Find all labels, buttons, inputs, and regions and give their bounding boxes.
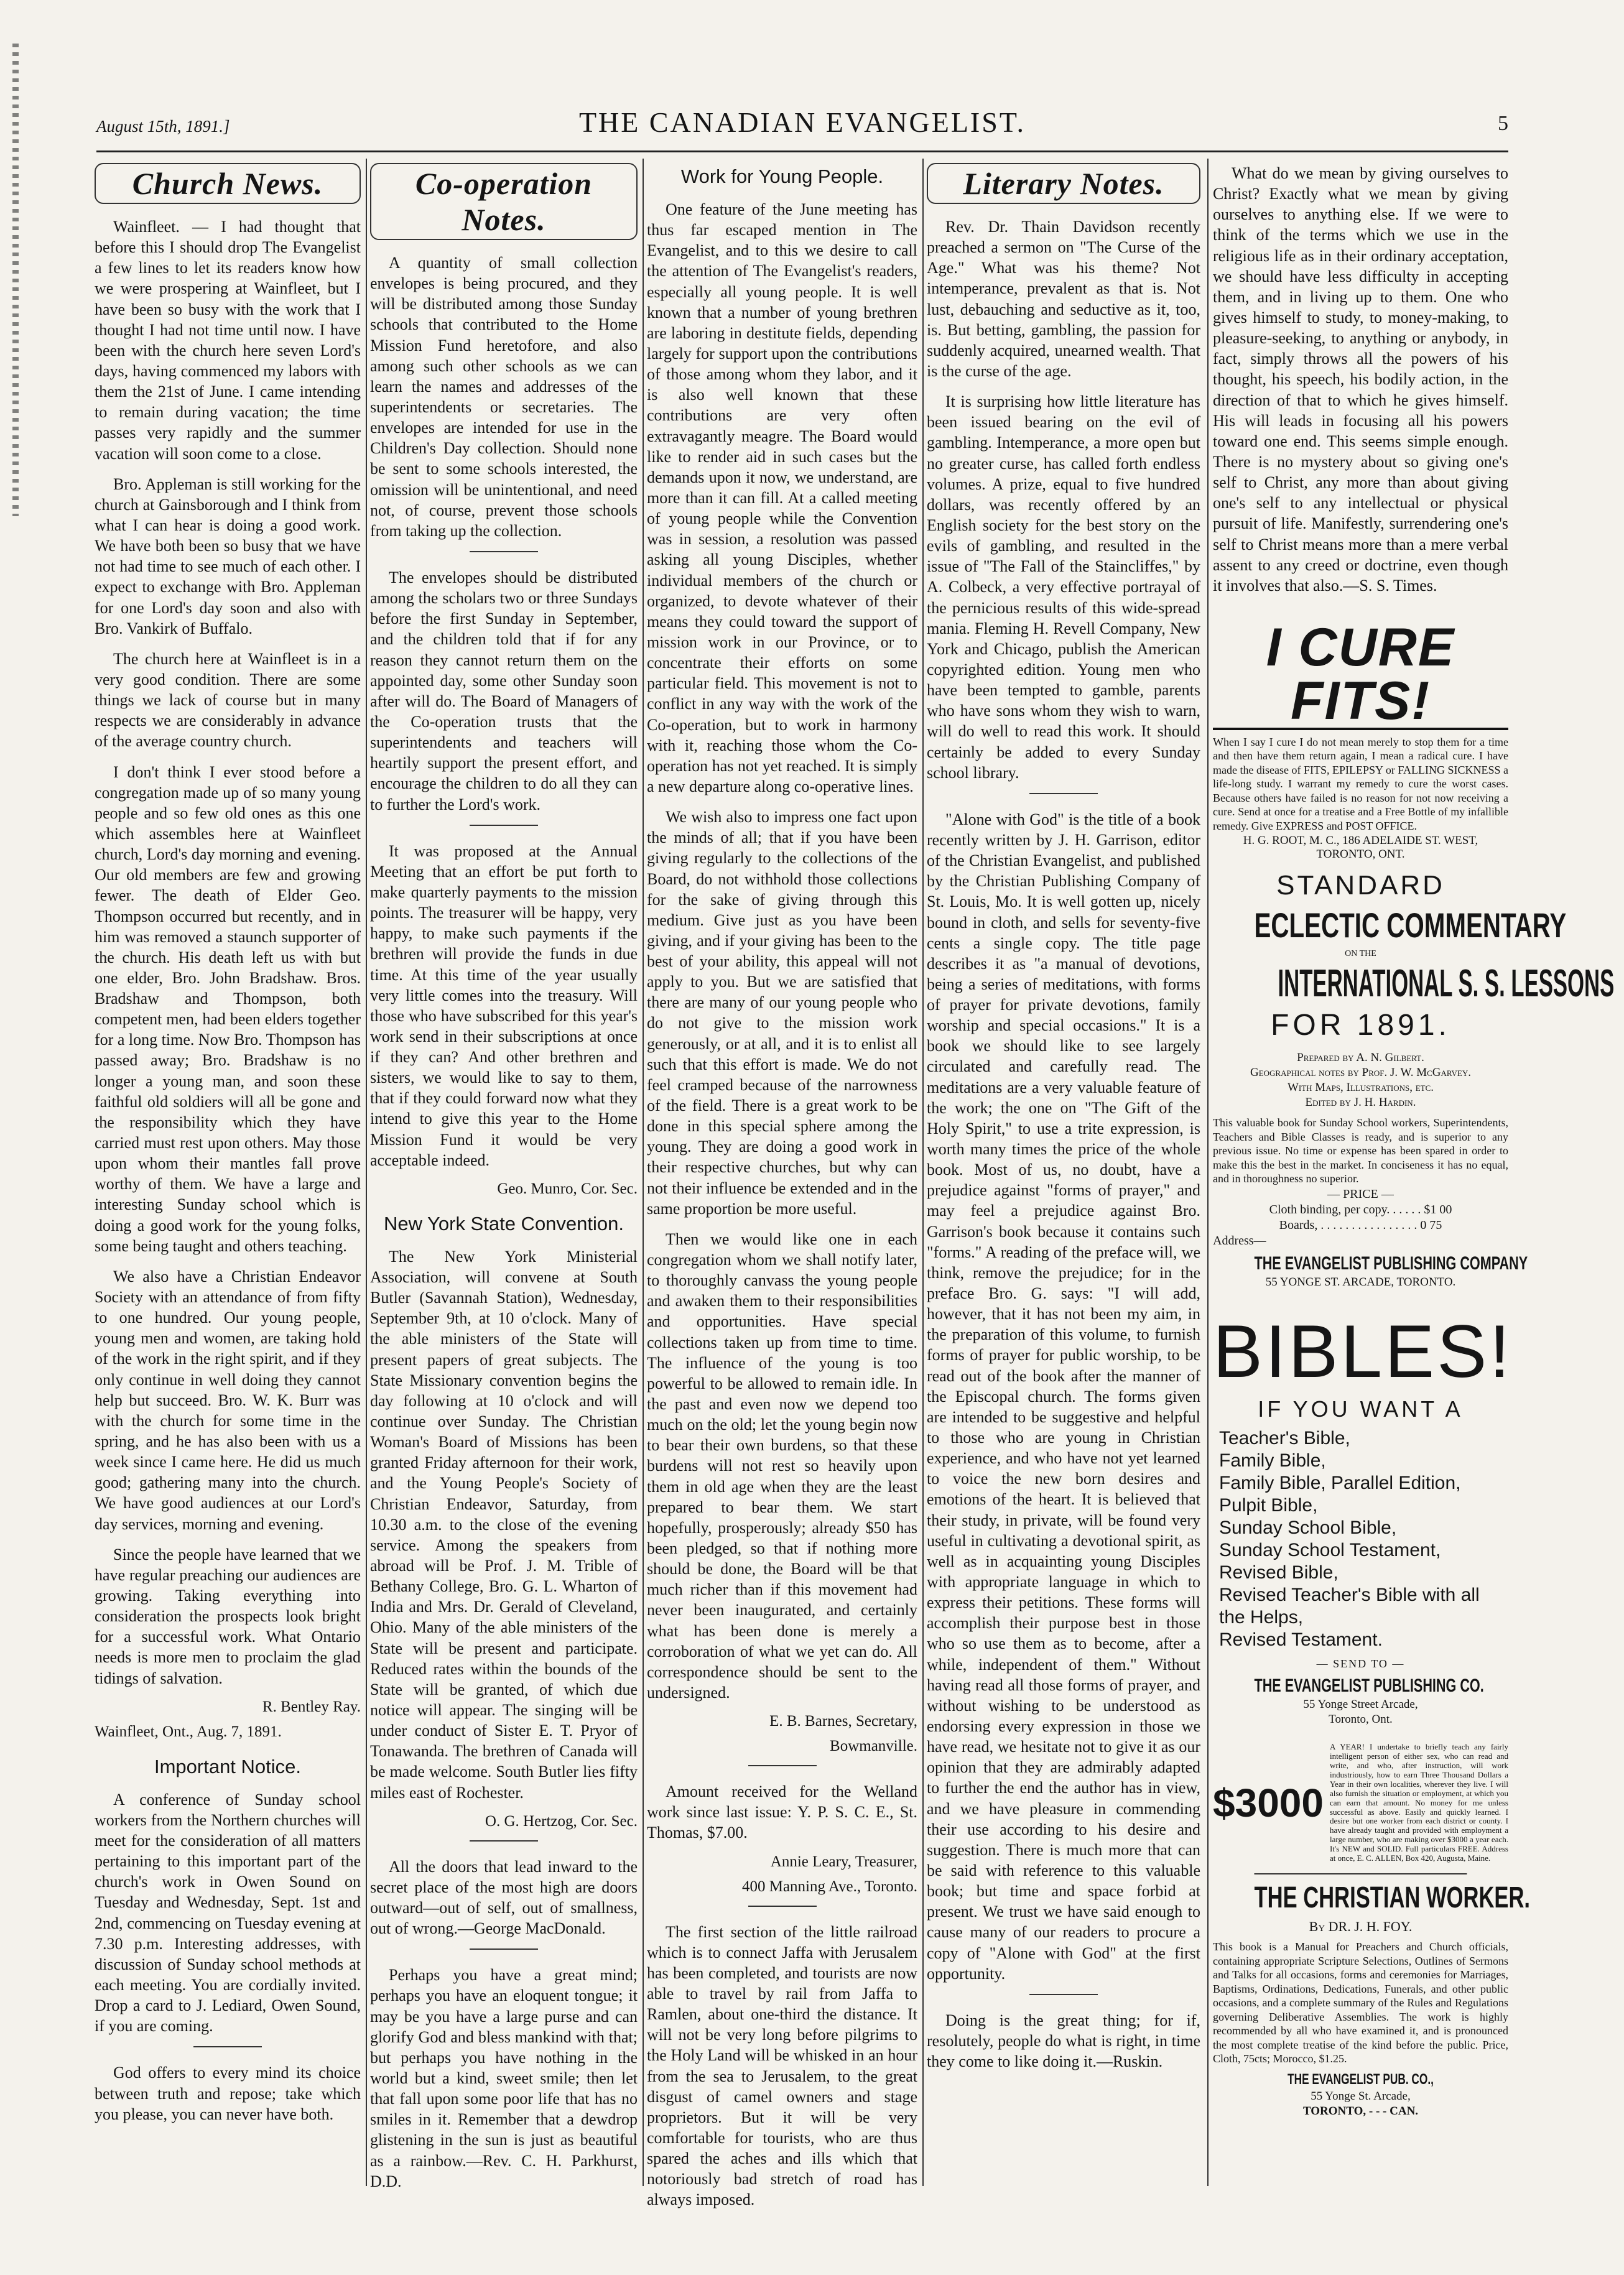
binding-edge <box>12 44 19 516</box>
article-paragraph: It was proposed at the Annual Meeting that an effort be put forth to make quarterly payments to the mission points. The treasurer will be happy, very happy, to make such payments if the brethren will provide the funds in due time. At this time of the year usually very little comes into the treasury. Will those who have subscribed for this year's work send in their subscriptions at once if they can? And other brethren and sisters, we would like to say to them, that if they could forward now what they intend to give this year to the Home Mission Fund it would be very acceptable indeed. <box>370 841 638 1169</box>
ad-publisher: THE EVANGELIST PUB. CO., <box>1288 2070 1434 2088</box>
ad-address-label: Address— <box>1213 1233 1266 1248</box>
separator-rule <box>748 1765 817 1766</box>
list-item: Sunday School Testament, <box>1219 1539 1441 1560</box>
article-paragraph: The church here at Wainfleet is in a very good condition. There are some things we lack of course but in many respects we are considerably in advance of the average country church. <box>95 649 361 751</box>
separator-rule <box>1029 1994 1098 1995</box>
ad-credit: Edited by J. H. Hardin. <box>1305 1096 1416 1110</box>
ad-eclectic: ECLECTIC COMMENTARY <box>1254 906 1567 945</box>
ad-amount: $3000 <box>1213 1781 1324 1826</box>
dateline: Wainfleet, Ont., Aug. 7, 1891. <box>95 1723 282 1740</box>
ad-address: 55 Yonge St. Arcade, <box>1311 2089 1411 2103</box>
section-heading: Co-operation Notes. <box>370 163 638 240</box>
ad-subtitle: IF YOU WANT A <box>1258 1396 1464 1422</box>
ad-text: This valuable book for Sunday School workers, Superintendents, Teachers and Bible Classes is ready, and is superior to any previous issue. No time or expense has been spared in order to make this the best in the market. In conciseness it has no equal, and in thoroughness no superior. <box>1213 1116 1508 1185</box>
treasurer-address: 400 Manning Ave., Toronto. <box>741 1878 917 1895</box>
column-literary-notes <box>927 163 1200 2184</box>
ad-credit: Geographical notes by Prof. J. W. McGarvey. <box>1250 1066 1471 1080</box>
ad-credit: With Maps, Illustrations, etc. <box>1287 1081 1434 1095</box>
treasurer-signature: Annie Leary, Treasurer, <box>770 1853 917 1870</box>
newspaper-title: THE CANADIAN EVANGELIST. <box>578 106 1026 138</box>
article-paragraph: What do we mean by giving ourselves to Christ? Exactly what we mean by giving ourselves to anything else. If we were to think of the terms which we use in the religious life as in their ordinary acceptation, we should have less difficulty in accepting them, and in living up to them. One who gives himself to study, to money-making, to pleasure-seeking, to anything or anybody, in fact, simply throws all the powers of his thought, his speech, his bodily action, in the direction of that to which he gives himself. His will leads in focusing all his powers toward one end. This seems simple enough. There is no mystery about so giving one's self to Christ, any more than about giving one's self to any intellectual or physical pursuit of life. Manifestly, surrendering one's self to Christ means more than a mere verbal assent to any creed or doctrine, even though it involves that also.—S. S. Times. <box>1213 164 1508 595</box>
separator-rule <box>193 2046 262 2047</box>
article-paragraph: A conference of Sunday school workers from the Northern churches will meet for the consideration of all matters pertaining to this important part of the church's work in Owen Sound on Tuesday and Wednesday, Sept. 1st and 2nd, commencing on Tuesday evening at 7.30 p.m. Interesting addresses, with discussion of Sunday school methods at each meeting. You are cordially invited. Drop a card to J. Lediard, Owen Sound, if you are coming. <box>95 1790 361 2036</box>
separator-rule <box>470 551 538 552</box>
ad-text: When I say I cure I do not mean merely to stop them for a time and then have them return again, I mean a radical cure. I have made the disease of FITS, EPILEPSY or FALLING SICKNESS a life-long study. I warrant my remedy to cure the worst cases. Because others have failed is no reason for not now receiving a cure. Send at once for a treatise and a Free Bottle of my infallible remedy. Give EXPRESS and POST OFFICE. <box>1213 735 1508 832</box>
separator-rule <box>748 1906 817 1907</box>
column-church-news <box>95 163 361 2184</box>
article-paragraph: A quantity of small collection envelopes is being procured, and they will be distributed among those Sunday schools that contributed to the Home Mission Fund heretofore, and also among such other schools as we can learn the names and addresses of the superintendents or secretaries. The envelopes are intended for use in the Children's Day collection. Should none be sent to some schools interested, the omission will be unintentional, and need not, of course, prevent those schools from taking up the collection. <box>370 254 638 540</box>
column-work-for-young-people <box>647 163 917 2209</box>
article-paragraph: The New York Ministerial Association, will convene at South Butler (Savannah Station), Wednesday, September 9th, at 10 o'clock. Many of the able ministers of the State will present papers of great subjects. The State Missionary convention begins the day following at 10 o'clock and will continue over Sunday. The Christian Woman's Board of Missions has been granted Friday afternoon for their work, and the Young People's Society of Christian Endeavor, Saturday, from 10.30 a.m. to the close of the evening service. Among the speakers from abroad will be Prof. J. M. Trible of Bethany College, Bro. G. L. Wharton of India and Mrs. Dr. Gerald of Cleveland, Ohio. Many of the able ministers of the State will be present and participate. Reduced rates within the bounds of the State will be granted, of which due notice will appear. The singing will be under conduct of Sister E. T. Pryor of Tonawanda. The brethren of Canada will be made welcome. South Butler lies fifty miles east of Rochester. <box>370 1247 638 1802</box>
list-item: Revised Teacher's Bible with all the Helps, <box>1219 1584 1480 1628</box>
ad-year: FOR 1891. <box>1271 1009 1450 1042</box>
ad-byline: By DR. J. H. FOY. <box>1309 1919 1413 1935</box>
article-paragraph: The first section of the little railroad which is to connect Jaffa with Jerusalem has been completed, and tourists are now able to travel by rail from Jaffa to Ramlen, about one-third the distance. It will not be very long before pilgrims to the Holy Land will be whisked in an hour from the sea to Jerusalem, to the great disgust of camel owners and stage proprietors. But it will be very comfortable for tourists, who are thus spared the aches and ills which that notoriously bad stretch of road has always imposed. <box>647 1922 917 2209</box>
ad-on-the: ON THE <box>1345 949 1376 959</box>
author-signature: O. G. Hertzog, Cor. Sec. <box>485 1812 638 1830</box>
article-paragraph: Bro. Appleman is still working for the church at Gainsborough and I think from what I can hear is doing a good work. We have both been so busy that we have not had time to see much of each other. I expect to exchange with Bro. Appleman for one Lord's day soon and also with Bro. Vankirk of Buffalo. <box>95 475 361 637</box>
ad-send-to: — SEND TO — <box>1316 1657 1405 1670</box>
ad-credit: Prepared by A. N. Gilbert. <box>1297 1051 1424 1065</box>
separator-rule <box>470 1840 538 1842</box>
ad-address: TORONTO, - - - CAN. <box>1302 2104 1419 2118</box>
article-paragraph: We also have a Christian Endeavor Society with an attendance of from fifty to one hundred. Our young people, young men and women, are taking hold of the work in the right spirit, and if they only continue in well doing they cannot help but succeed. Bro. W. K. Burr was with the church for some time in the spring, and he has also been with us a week since I came here. He did us much good; gathering many into the church. We have good audiences at our Lord's day services, morning and evening. <box>95 1267 361 1533</box>
masthead-rule <box>96 151 1508 152</box>
ad-publisher-address: 55 YONGE ST. ARCADE, TORONTO. <box>1265 1275 1456 1289</box>
separator-rule <box>1029 793 1098 794</box>
quote: All the doors that lead inward to the secret place of the most high are doors outward—out of self, out of smallness, out of wrong.—George MacDonald. <box>370 1857 638 1938</box>
section-heading: Church News. <box>95 163 361 204</box>
list-item: Revised Testament. <box>1219 1629 1383 1650</box>
author-signature: R. Bentley Ray. <box>262 1698 361 1715</box>
article-paragraph: We wish also to impress one fact upon the minds of all; that if you have been giving regularly to the collections of the Board, do not withhold those collections for the sake of giving through this medium. Give just as you have been giving, and if your giving has been to the best of your ability, this appeal will not apply to you. But we are satisfied that there are many of our young people who do not give to the mission work generously, or at all, and it is to enlist all such that this effort is made. We do not feel cramped because of the narrowness of the field. There is a great work to be done in this special sphere among the young. They are doing a good work in their respective churches, but why can not their influence be extended and in the same proportion be more useful. <box>647 808 917 1218</box>
ad-price-boards: Boards, . . . . . . . . . . . . . . . . 0 75 <box>1279 1218 1442 1232</box>
column-advertisements <box>1213 163 1615 2184</box>
ad-text: This book is a Manual for Preachers and Church officials, containing appropriate Scripture Selections, Outlines of Sermons and Talks for all occasions, forms and ceremonies for Marriages, Baptisms, Ordinations, Dedications, Funerals, and other public occasions, and a complete summary of the Rules and Regulations governing Deliberative Assemblies. The work is highly recommended by all who have examined it, and is pronounced the most complete treatise of the kind before the public. Price, Cloth, 75cts; Morocco, $1.25. <box>1213 1940 1508 2065</box>
article-paragraph: Since the people have learned that we have regular preaching our audiences are growing. Taking everything into consideration the prospects look bright for a successful work. What Ontario needs is more men to proclaim the glad tidings of salvation. <box>95 1545 361 1687</box>
subheading: New York State Convention. <box>383 1212 624 1235</box>
bible-list <box>1213 1427 1508 1651</box>
section-heading: Work for Young People. <box>680 165 884 187</box>
advertisement-fits <box>1213 617 1508 862</box>
article-paragraph: I don't think I ever stood before a congregation made up of so many young people and so few old ones as this one which assembles here at Wainfleet church, Lord's day morning and evening. Our old members are few and growing fewer. The death of Elder Geo. Thompson occurred but recently, and in him was removed a staunch supporter of the church. His death left us with but one elder, Bro. John Bradshaw. Bros. Bradshaw and Thompson, both competent men, had been elders together for a long time. Now Bro. Thompson has passed away; Bro. Bradshaw is no longer a young man, and soon these faithful old soldiers will all be gone and the responsibility which they have carried must rest upon others. May those upon whom their mantles fall prove worthy of them. We have a large and interesting Sunday school which is doing a good work for the young folks, some being taught and others teaching. <box>95 762 361 1255</box>
section-heading: Literary Notes. <box>927 163 1200 204</box>
author-signature: E. B. Barnes, Secretary, <box>769 1713 917 1730</box>
separator-rule <box>470 825 538 826</box>
ad-title: I CURE FITS! <box>1213 621 1508 730</box>
column-divider <box>1207 159 1209 2186</box>
column-divider <box>643 159 644 2186</box>
article-paragraph: It is surprising how little literature has been issued bearing on the evil of gambling. Intemperance, a more open but no greater curse, has called forth endless volumes. A prize, equal to five hundred dollars, was recently offered by an English society for the best story on the evils of gambling, and resulted in the issue of "The Fall of the Staincliffes," by A. Colbeck, a very effective portrayal of the pernicious results of this wide-spread mania. Fleming H. Revell Company, New York and Chicago, publish the American copyrighted edition. Young men who have been tempted to gamble, parents who have sons whom they wish to warn, will do well to read this work. It should certainly be added to every Sunday school library. <box>927 392 1200 782</box>
subheading: Important Notice. <box>154 1755 302 1777</box>
quote: Doing is the great thing; for if, resolutely, people do what is right, in time they come to like doing it.—Ruskin. <box>927 2011 1200 2071</box>
ad-price-cloth: Cloth binding, per copy. . . . . . $1 00 <box>1269 1202 1452 1216</box>
article-paragraph: Amount received for the Welland work since last issue: Y. P. S. C. E., St. Thomas, $7.00. <box>647 1782 917 1842</box>
article-paragraph: Wainfleet. — I had thought that before this I should drop The Evangelist a few lines to let its readers know how we were prospering at Wainfleet, but I have been so busy with the work that I thought I had not time until now. I have been with the church here seven Lord's days, having commenced my labors with them the 21st of June. I came intending to remain during vacation; the time passes very rapidly and the summer vacation will soon come to a close. <box>95 218 361 463</box>
article-paragraph: Then we would like one in each congregation whom we shall notify later, to thoroughly canvass the young people and awaken them to their responsibilities and opportunities. Have special collections taken up from time to time. The influence of the young is too powerful to be allowed to remain idle. In the past and even now we depend too much on the old; let the young begin now to bear their own burdens, so that these burdens will not rest so heavily upon them in old age when they are the least prepared to bear them. We start hopefully, prosperously; already $50 has been pledged, so that if nothing more should be done, the Board will be that much richer than if this movement had never been inaugurated, and certainly what has been done is merely a corroboration of what we yet can do. All correspondence should be sent to the undersigned. <box>647 1230 917 1702</box>
column-divider <box>366 159 367 2186</box>
article-paragraph: One feature of the June meeting has thus far escaped mention in The Evangelist, and to this we desire to call the attention of The Evangelist's readers, especially all young people. It is well known that a number of young brethren are laboring in destitute fields, depending largely for support upon the contributions of those among whom they labor, and it is also well known that these contributions are very often extravagantly meagre. The Board would like to render aid in such cases but the demands upon it now, we understand, are more than it can fill. At a called meeting of young people while the Convention was in session, a resolution was passed asking all young Disciples, whether individual members of the church or organized, to devote whatever of their means they could toward the support of mission work in our Province, or to concentrate their efforts on some particular field. This movement is not to conflict in any way with the work of the Co-operation, but to work in harmony with it, reaching those whom the Co-operation has not yet reached. It is simply a new departure along co-operative lines. <box>647 200 917 795</box>
list-item: Revised Bible, <box>1219 1562 1339 1583</box>
column-cooperation-notes <box>370 163 638 2190</box>
ad-text: A YEAR! I undertake to briefly teach any fairly intelligent person of either sex, who can read and write, and who, after instruction, will work industriously, how to earn Three Thousand Dollars a Year in their own localities, wherever they live. I will also furnish the situation or employment, at which you can earn that amount. No money for me unless successful as above. Easily and quickly learned. I desire but one worker from each district or county. I have already taught and provided with employment a large number, who are making over $3000 a year each. It's NEW and SOLID. Full particulars FREE. Address at once, E. C. ALLEN, Box 420, Augusta, Maine. <box>1329 1741 1508 1863</box>
ad-title: THE CHRISTIAN WORKER. <box>1255 1873 1467 1915</box>
masthead <box>96 93 1508 149</box>
advertisement-3000 <box>1213 1743 1508 1863</box>
column-divider <box>922 159 924 2186</box>
list-item: Family Bible, Parallel Edition, <box>1219 1472 1461 1493</box>
list-item: Family Bible, <box>1219 1450 1326 1471</box>
author-location: Bowmanville. <box>830 1738 917 1755</box>
list-item: Pulpit Bible, <box>1219 1494 1318 1516</box>
article-paragraph: The envelopes should be distributed among the scholars two or three Sundays before the first Sunday in September, and the children told that if for any reason they cannot return them on the appointed day, some other Sunday soon after will do. The Board of Managers of the Co-operation trusts that the superintendents and teachers will heartily support the present effort, and encourage the children to do all they can to further the Lord's work. <box>370 568 638 813</box>
separator-rule <box>470 1948 538 1950</box>
ad-address: 55 Yonge Street Arcade, <box>1303 1697 1418 1711</box>
ad-address: H. G. ROOT, M. C., 186 ADELAIDE ST. WEST, TORONTO, ONT. <box>1243 834 1478 861</box>
quote: Perhaps you have a great mind; perhaps you have an eloquent tongue; it may be you have a large purse and can glorify God and bless mankind with that; but perhaps you have nothing in the world but a kind, sweet smile; then let that fall upon some poor life that has no smiles in it. Remember that a dewdrop glistening in the sun is just as beautiful as a rainbow.—Rev. C. H. Parkhurst, D.D. <box>370 1966 638 2190</box>
ad-publisher: THE EVANGELIST PUBLISHING CO. <box>1254 1675 1484 1696</box>
article-paragraph: Rev. Dr. Thain Davidson recently preached a sermon on "The Curse of the Age." What was his theme? Not intemperance, prevalent as that is. Not lust, debauching and seductive as it, too, is. But betting, gambling, the passion for suddenly acquired, unearned wealth. That is the curse of the age. <box>927 218 1200 380</box>
issue-date: August 15th, 1891.] <box>96 117 230 136</box>
advertisement-commentary <box>1213 870 1615 1289</box>
ad-address: Toronto, Ont. <box>1329 1712 1393 1726</box>
list-item: Sunday School Bible, <box>1219 1517 1397 1538</box>
article-paragraph: "Alone with God" is the title of a book recently written by J. H. Garrison, editor of the Christian Evangelist, and published by the Christian Publishing Company of St. Louis, Mo. It is well gotten up, nicely bound in cloth, and sells for seventy-five cents a single copy. The title page describes it as "a manual of devotions, being a series of meditations, with forms of prayer for private devotions, family worship and special occasions." It is a book we should like to see largely circulated and carefully read. The meditations are a very valuable feature of the work; the one on "The Gift of the Holy Spirit," to use a trite expression, is worth many times the price of the whole book. Most of us, no doubt, have a prejudice against "forms of prayer," and may feel a prejudice against Bro. Garrison's book because it contains such "forms." A reading of the preface will, we think, remove the prejudice; for in the preface Bro. G. says: "I will add, however, that it has not been my aim, in the preparation of this volume, to furnish forms of prayer for public worship, to be read out of the book after the manner of the Episcopal church. The forms given are intended to be suggestive and helpful to those who are young in Christian experience, and who have not yet learned to voice the new born desires and emotions of the heart. It is believed that their study, in private, will be found very useful in cultivating a devotional spirit, as well as in acquainting young Disciples with appropriate language in which to express their petitions. These forms will accomplish their purpose best in those who so use them as to become, after a while, independent of them." Without having read all those forms of prayer, and without wishing to be understood as endorsing every expression in those we have read, we hesitate not to give it as our opinion that they are admirably adapted to further the end the author has in view, and we have pleasure in commending their use according to his desire and suggestion. There is much more that can be said with reference to this valuable book; but time and space forbid at present. We trust we have said enough to cause many of our readers to procure a copy of "Alone with God" at the first opportunity. <box>927 810 1200 1983</box>
ad-international: INTERNATIONAL S. S. LESSONS <box>1278 962 1615 1006</box>
ad-title: BIBLES! <box>1213 1309 1513 1393</box>
advertisement-bibles <box>1213 1309 1513 1726</box>
author-signature: Geo. Munro, Cor. Sec. <box>497 1180 638 1197</box>
quote: God offers to every mind its choice between truth and repose; take which you please, you can never have both. <box>95 2064 361 2123</box>
ad-price-heading: — PRICE — <box>1327 1187 1394 1201</box>
page-number: 5 <box>1498 112 1508 135</box>
ad-publisher: THE EVANGELIST PUBLISHING COMPANY <box>1254 1253 1528 1274</box>
list-item: Teacher's Bible, <box>1219 1427 1350 1448</box>
advertisement-christian-worker <box>1213 1873 1531 2118</box>
ad-standard: STANDARD <box>1276 870 1445 901</box>
